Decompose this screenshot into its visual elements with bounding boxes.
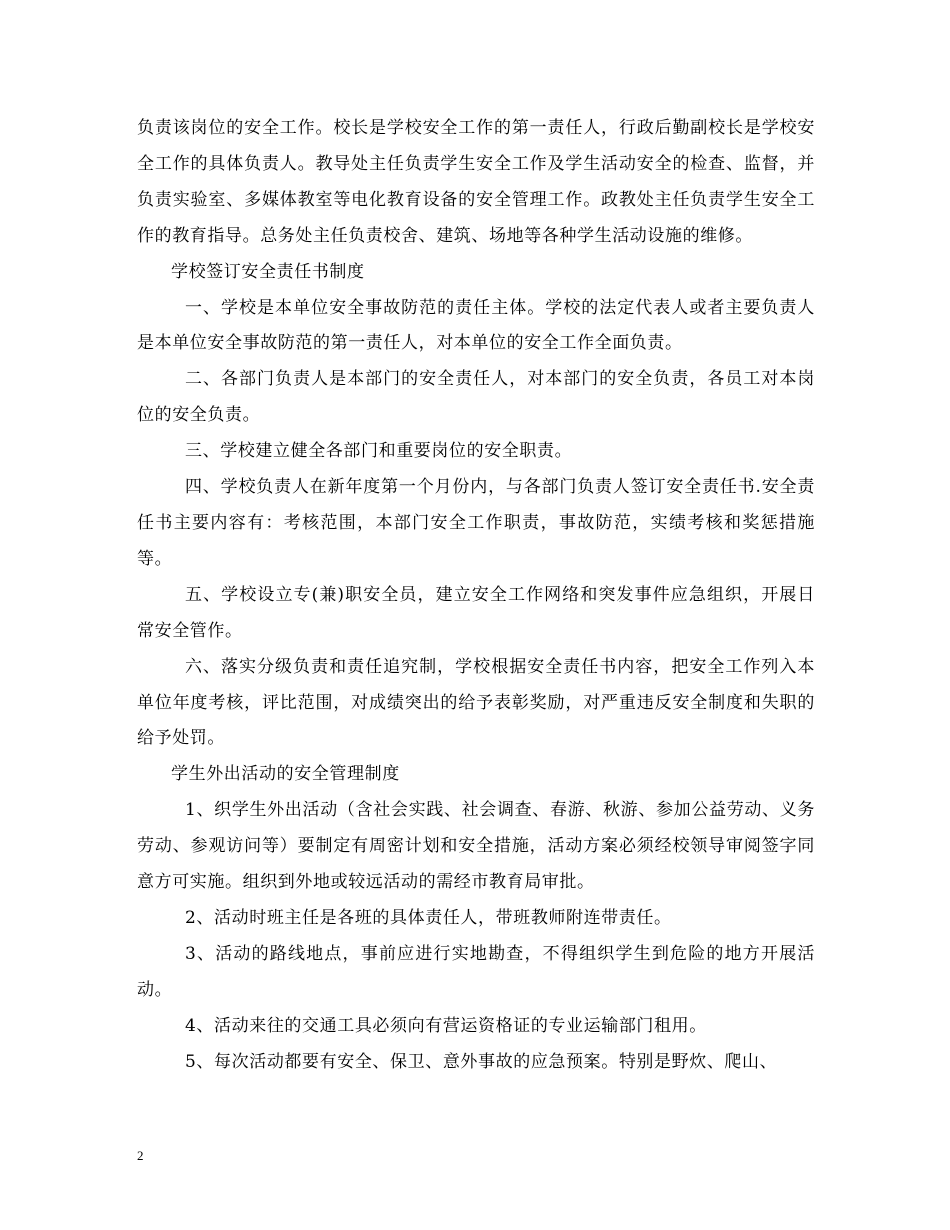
paragraph-outing-5: 5、每次活动都要有安全、保卫、意外事故的应急预案。特别是野炊、爬山、: [185, 1051, 778, 1072]
paragraph-outing-4: 4、活动来往的交通工具必须向有营运资格证的专业运输部门租用。: [185, 1015, 707, 1036]
document-body: [137, 111, 815, 1080]
paragraph-item-5: 五、学校设立专(兼)职安全员，建立安全工作网络和突发事件应急组织，开展日常安全管作。: [137, 584, 815, 641]
section-heading-responsibility: 学校签订安全责任书制度: [171, 261, 365, 282]
paragraph-item-3: 三、学校建立健全各部门和重要岗位的安全职责。: [185, 441, 573, 462]
paragraph-outing-2: 2、活动时班主任是各班的具体责任人，带班教师附连带责任。: [185, 907, 672, 928]
paragraph-outing-3: 3、活动的路线地点，事前应进行实地勘查，不得组织学生到危险的地方开展活动。: [137, 943, 815, 1000]
paragraph-item-4: 四、学校负责人在新年度第一个月份内，与各部门负责人签订安全责任书.安全责任书主要内容有：考核范围，本部门安全工作职责，事故防范，实绩考核和奖惩措施等。: [137, 477, 815, 569]
paragraph-outing-1: 1、织学生外出活动（含社会实践、社会调查、春游、秋游、参加公益劳动、义务劳动、参观访问等）要制定有周密计划和安全措施，活动方案必须经校领导审阅签字同意方可实施。组织到外地或较远活动的需经市教育局审批。: [137, 800, 815, 893]
section-heading-outing: 学生外出活动的安全管理制度: [171, 764, 400, 785]
paragraph-item-6: 六、落实分级负责和责任追究制，学校根据安全责任书内容，把安全工作列入本单位年度考核，评比范围，对成绩突出的给予表彰奖励，对严重违反安全制度和失职的给予处罚。: [137, 656, 815, 749]
page-number: 2: [137, 1148, 144, 1163]
paragraph-item-2: 二、各部门负责人是本部门的安全责任人，对本部门的安全负责，各员工对本岗位的安全负责。: [137, 369, 815, 426]
paragraph-continuation: 负责该岗位的安全工作。校长是学校安全工作的第一责任人，行政后勤副校长是学校安全工作的具体负责人。教导处主任负责学生安全工作及学生活动安全的检查、监督，并负责实验室、多媒体教室等电化教育设备的安全管理工作。政教处主任负责学生安全工作的教育指导。总务处主任负责校舍、建筑、场地等各种学生活动设施的维修。: [137, 118, 815, 246]
paragraph-item-1: 一、学校是本单位安全事故防范的责任主体。学校的法定代表人或者主要负责人是本单位安全事故防范的第一责任人，对本单位的安全工作全面负责。: [137, 297, 815, 354]
